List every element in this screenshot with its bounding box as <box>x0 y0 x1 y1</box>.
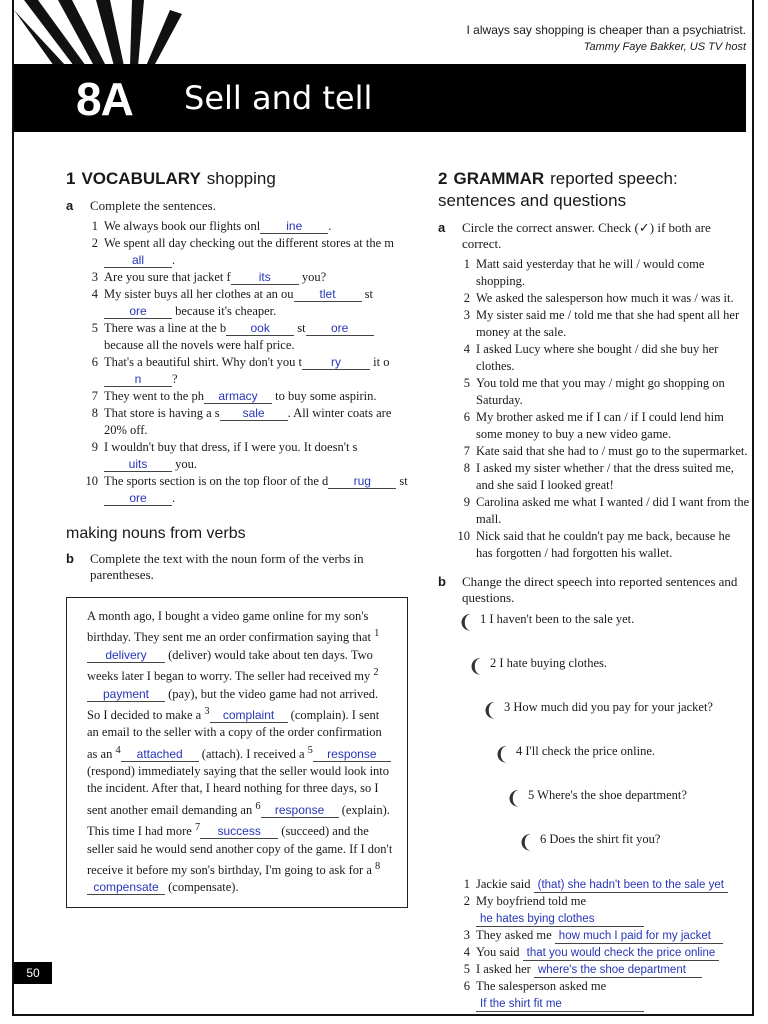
grammar-column <box>438 168 750 1012</box>
list-item: 3 My sister said me / told me that she had spent all her money at the sale. <box>463 308 740 339</box>
list-item: 6 My brother asked me if I can / if I could lend him some money to buy a new video game. <box>463 410 724 441</box>
list-item: 2 We spent all day checking out the different stores at the mall . <box>91 236 394 267</box>
answer-field[interactable]: how much I paid for my jacket <box>555 930 723 944</box>
answer-field[interactable]: delivery <box>87 649 165 663</box>
quote-author: Tammy Faye Bakker, US TV host <box>583 41 746 53</box>
answer-field[interactable]: complaint <box>210 709 288 723</box>
answer-field[interactable]: compensate <box>87 881 165 895</box>
speech-bubble: ❨ 1 I haven't been to the sale yet. <box>458 612 635 632</box>
answer-field[interactable]: n <box>104 373 172 387</box>
page-number: 50 <box>14 962 52 984</box>
list-item: 5 You told me that you may / might go shopping on Saturday. <box>463 376 725 407</box>
vocabulary-instruction: a Complete the sentences. <box>66 198 216 213</box>
list-item: 6 That's a beautiful shirt. Why don't you t ry it on ? <box>91 355 390 386</box>
grammar-instruction: a Circle the correct answer. Check (✓) if both are correct. <box>438 220 711 251</box>
speech-bubble-icon: ❨ <box>482 700 498 720</box>
list-item: 2 We asked the salesperson how much it was / was it. <box>463 291 734 305</box>
answer-field[interactable]: ry <box>302 356 370 370</box>
list-item: 3 Are you sure that jacket f its you? <box>91 270 327 284</box>
answer-field[interactable]: sale <box>220 407 288 421</box>
list-item: 7 Kate said that she had to / must go to the supermarket. <box>463 444 748 458</box>
answer-field[interactable]: that you would check the price online <box>523 947 720 961</box>
list-item: 10 Nick said that he couldn't pay me back, because he has forgotten / had forgotten his wallet. <box>457 529 731 560</box>
speech-bubble: ❨ 2 I hate buying clothes. <box>468 656 607 676</box>
lesson-banner <box>14 64 746 132</box>
grammar-items <box>438 256 750 562</box>
answer-field[interactable]: ine <box>260 220 328 234</box>
list-item: 1 Jackie said (that) she hadn't been to the sale yet <box>438 876 750 893</box>
speech-bubble-icon: ❨ <box>468 656 484 676</box>
speech-bubble-icon: ❨ <box>494 744 510 764</box>
answer-field[interactable]: ook <box>226 322 294 336</box>
vocabulary-column <box>66 168 408 908</box>
answer-field[interactable]: all <box>104 254 172 268</box>
list-item: 8 That store is having a s sale . All winter coats are 20% off. <box>91 406 392 437</box>
answer-field[interactable]: tlet <box>294 288 362 302</box>
list-item: 7 They went to the ph armacy to buy some aspirin. <box>91 389 377 403</box>
list-item: 1 Matt said yesterday that he will / would come shopping. <box>463 257 705 288</box>
answer-field[interactable]: success <box>200 825 278 839</box>
speech-bubble-icon: ❨ <box>506 788 522 808</box>
list-item: 5 There was a line at the b ook st ore because all the novels were half price. <box>66 320 408 354</box>
sunburst-decoration <box>14 0 194 66</box>
speech-bubble: ❨ 5 Where's the shoe department? <box>506 788 687 808</box>
list-item: 6 The salesperson asked me If the shirt fit me <box>438 978 750 1012</box>
speech-bubble-icon: ❨ <box>458 612 474 632</box>
speech-bubbles <box>438 612 750 876</box>
list-item: 9 Carolina asked me what I wanted / did I want from the mall. <box>463 495 750 526</box>
list-item: 4 My sister buys all her clothes at an ou tlet store because it's cheaper. <box>91 287 374 318</box>
answer-field[interactable]: (that) she hadn't been to the sale yet <box>534 879 728 893</box>
answer-field[interactable]: response <box>313 748 391 762</box>
list-item: 9 I wouldn't buy that dress, if I were you. It doesn't suits you. <box>91 440 358 471</box>
answer-field[interactable]: ore <box>104 305 172 319</box>
list-item: 4 You said that you would check the price online <box>438 944 750 961</box>
list-item: 1 We always book our flights onl ine . <box>91 219 332 233</box>
answer-field[interactable]: rug <box>328 475 396 489</box>
list-item: 3 They asked me how much I paid for my jacket <box>438 927 750 944</box>
quote-text: I always say shopping is cheaper than a psychiatrist. <box>466 23 746 37</box>
speech-bubble-icon: ❨ <box>518 832 534 852</box>
answer-field[interactable]: ore <box>104 492 172 506</box>
answer-field[interactable]: armacy <box>204 390 272 404</box>
reported-instruction: b Change the direct speech into reported sentences and questions. <box>438 574 738 605</box>
nouns-subheading: making nouns from verbs <box>66 525 246 542</box>
speech-bubble: ❨ 4 I'll check the price online. <box>494 744 656 764</box>
answer-field[interactable]: ore <box>306 322 374 336</box>
nouns-instruction: b Complete the text with the noun form of the verbs in parentheses. <box>66 551 364 582</box>
grammar-heading: 2 GRAMMAR reported speech: sentences and questions <box>438 169 678 210</box>
reported-answers <box>438 876 750 1012</box>
answer-field[interactable]: uits <box>104 458 172 472</box>
answer-field[interactable]: response <box>261 804 339 818</box>
story-textbox: A month ago, I bought a video game online for my son's birthday. They sent me an order confirmation saying that $^1$delivery (deliver) would take about ten days. Two weeks later I began to worry. The seller had received my $^2$payment (pay), but the video game had not arrived. So I decided to make a $^3$ complaint (complain). I sent an email to the seller with a copy of the order confirmation as an $^4$ attached (attach). I received a $^5$ response (respond) immediately saying that the seller would look into the incident. After that, I heard nothing for three days, so I sent another email demanding an $^6$ response (explain). This time I had more $^7$ success (succeed) and the seller said he would send another copy of the game. If I don't receive it before my son's birthday, I'm going to ask for a $^8$compensate (compensate). <box>66 597 408 908</box>
speech-bubble: ❨ 3 How much did you pay for your jacket? <box>482 700 713 720</box>
answer-field[interactable]: where's the shoe department <box>534 964 702 978</box>
list-item: 5 I asked her where's the shoe department <box>438 961 750 978</box>
speech-bubble: ❨ 6 Does the shirt fit you? <box>518 832 661 852</box>
lesson-title: Sell and tell <box>184 79 373 117</box>
list-item: 4 I asked Lucy where she bought / did she buy her clothes. <box>463 342 719 373</box>
vocabulary-items <box>66 218 408 507</box>
list-item: 10 The sports section is on the top floor of the d rug store . <box>85 474 408 505</box>
lesson-number: 8A <box>76 73 133 125</box>
answer-field[interactable]: he hates bying clothes <box>476 913 644 927</box>
header-quote <box>467 22 746 56</box>
vocabulary-heading: 1 VOCABULARY shopping <box>66 169 276 188</box>
answer-field[interactable]: If the shirt fit me <box>476 998 644 1012</box>
list-item: 2 My boyfriend told me he hates bying clothes <box>438 893 750 927</box>
answer-field[interactable]: payment <box>87 688 165 702</box>
answer-field[interactable]: attached <box>121 748 199 762</box>
answer-field[interactable]: its <box>231 271 299 285</box>
list-item: 8 I asked my sister whether / that the dress suited me, and she said I looked great! <box>463 461 734 492</box>
